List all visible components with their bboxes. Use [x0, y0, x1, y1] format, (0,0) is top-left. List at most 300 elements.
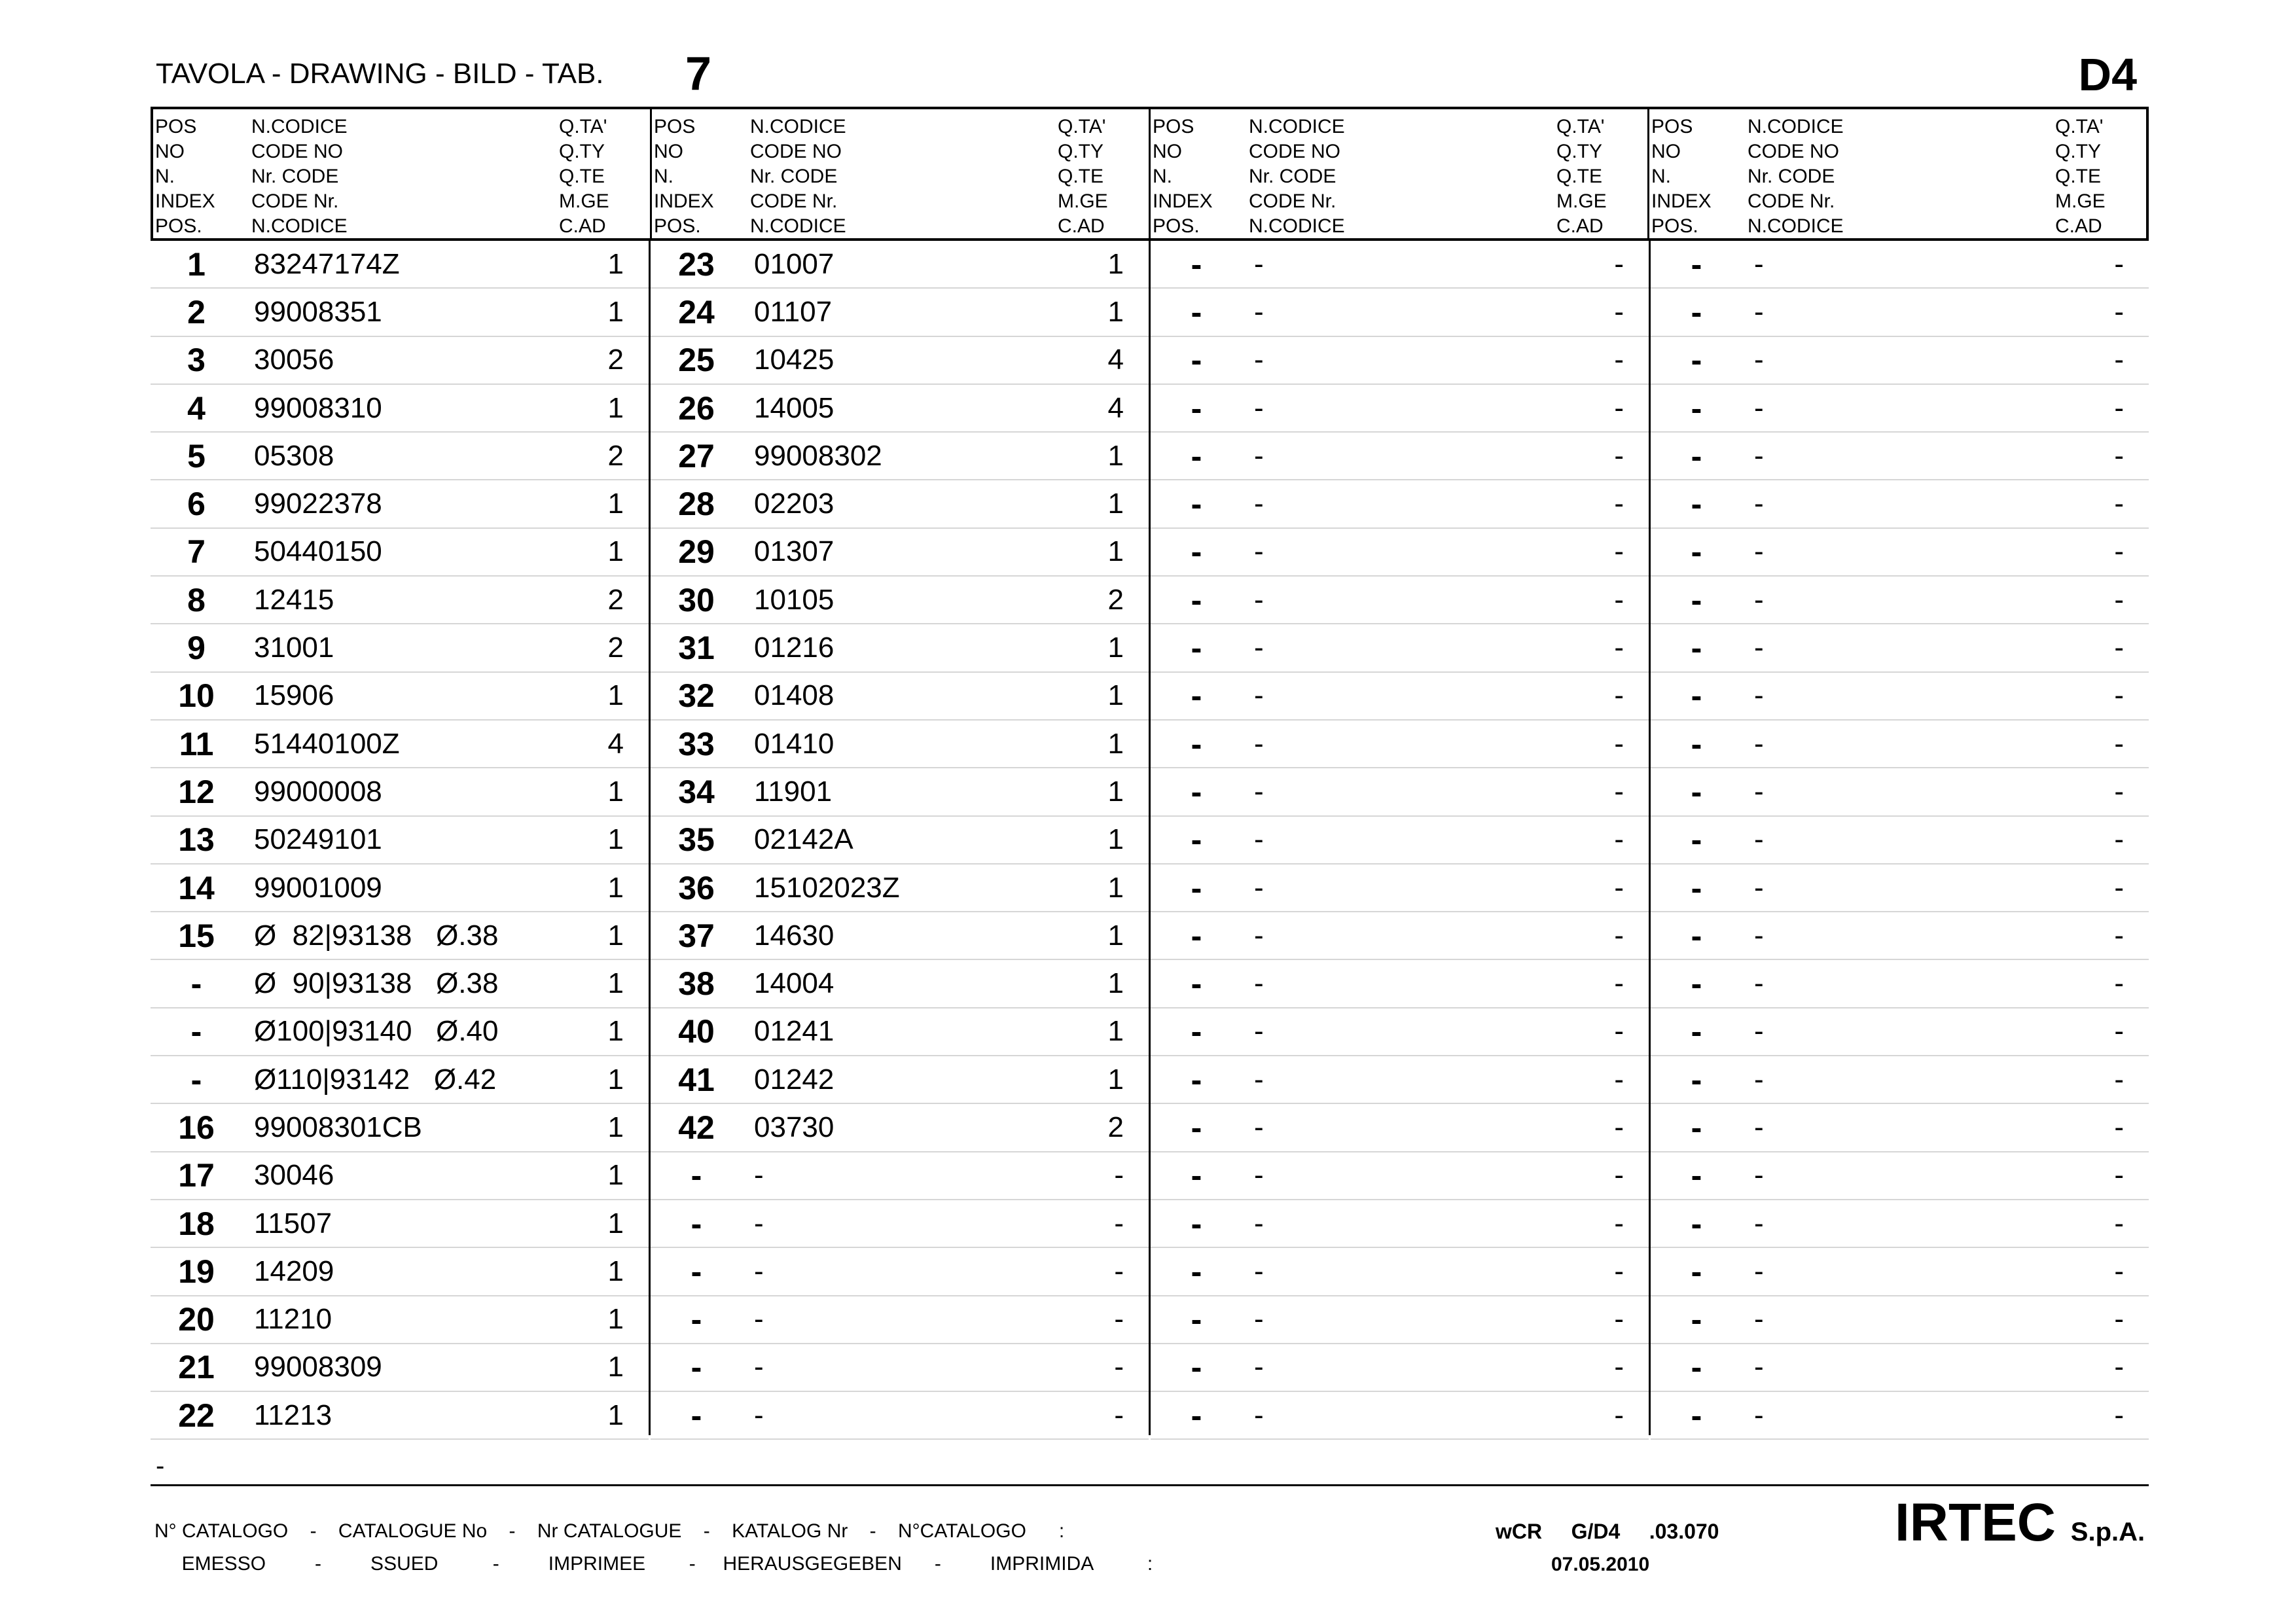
pos-cell: 19	[178, 1253, 215, 1290]
pos-cell: 23	[678, 245, 715, 283]
qty-cell: -	[2114, 1303, 2124, 1336]
table-row	[1151, 721, 1649, 768]
header-qty: Q.TA' Q.TY Q.TE M.GE C.AD	[1058, 116, 1108, 237]
qty-cell: -	[2114, 1399, 2124, 1431]
table-row	[1651, 480, 2149, 528]
qty-cell: 1	[1107, 727, 1124, 760]
code-cell: -	[1254, 727, 1264, 760]
table-row	[151, 241, 649, 289]
pos-cell: -	[190, 1061, 202, 1098]
qty-cell: 1	[1107, 775, 1124, 808]
code-cell: 01241	[754, 1015, 834, 1048]
qty-cell: -	[1614, 823, 1624, 856]
code-cell: -	[1754, 439, 1764, 472]
qty-cell: 1	[607, 391, 624, 424]
table-row	[1151, 529, 1649, 577]
qty-cell: -	[1614, 439, 1624, 472]
qty-cell: 1	[607, 1015, 624, 1048]
qty-cell: -	[2114, 1015, 2124, 1048]
code-cell: -	[1254, 583, 1264, 616]
pos-cell: -	[1191, 917, 1202, 954]
pos-cell: -	[691, 1349, 702, 1386]
pos-cell: 41	[678, 1061, 715, 1098]
qty-cell: 1	[1107, 1063, 1124, 1096]
pos-cell: 31	[678, 630, 715, 667]
qty-cell: -	[1614, 535, 1624, 568]
pos-cell: 28	[678, 486, 715, 523]
table-row	[651, 433, 1149, 480]
pos-cell: -	[1691, 725, 1702, 762]
qty-cell: -	[1614, 727, 1624, 760]
qty-cell: 2	[607, 344, 624, 376]
pos-cell: -	[1191, 1397, 1202, 1434]
header-qty: Q.TA' Q.TY Q.TE M.GE C.AD	[559, 116, 609, 237]
parts-table	[151, 107, 2149, 1435]
qty-cell: 1	[1107, 1015, 1124, 1048]
table-row	[151, 385, 649, 433]
code-cell: -	[1254, 1207, 1264, 1240]
table-row	[151, 912, 649, 960]
pos-cell: -	[1691, 1349, 1702, 1386]
pos-cell: 13	[178, 821, 215, 859]
pos-cell: -	[1191, 437, 1202, 474]
qty-cell: 4	[1107, 344, 1124, 376]
qty-cell: -	[2114, 295, 2124, 328]
table-row	[1151, 1104, 1649, 1152]
issue-date: 07.05.2010	[1551, 1554, 1650, 1575]
qty-cell: 1	[1107, 967, 1124, 1000]
pos-cell: -	[691, 1157, 702, 1194]
table-row	[1651, 624, 2149, 672]
pos-cell: -	[1691, 965, 1702, 1003]
catalogue-label: N° CATALOGO - CATALOGUE No - Nr CATALOGUE - KATALOG Nr - N°CATALOGO :	[154, 1520, 1065, 1542]
table-number: 7	[685, 48, 712, 100]
pos-cell: -	[691, 1301, 702, 1338]
pos-cell: 38	[678, 965, 715, 1003]
table-row	[1651, 577, 2149, 624]
code-cell: 11210	[254, 1303, 332, 1336]
qty-cell: -	[2114, 727, 2124, 760]
pos-cell: -	[1691, 1301, 1702, 1338]
header-block	[153, 109, 650, 238]
code-cell: -	[1754, 1255, 1764, 1287]
qty-cell: 1	[607, 1351, 624, 1383]
header-pos: POS NO N. INDEX POS.	[1153, 116, 1213, 237]
header-pos: POS NO N. INDEX POS.	[1651, 116, 1712, 237]
qty-cell: 2	[1107, 1111, 1124, 1143]
qty-cell: -	[2114, 1351, 2124, 1383]
header-code: N.CODICE CODE NO Nr. CODE CODE Nr. N.CODICE	[1249, 116, 1345, 237]
table-row	[1151, 624, 1649, 672]
pos-cell: 15	[178, 917, 215, 954]
code-cell: -	[1254, 1063, 1264, 1096]
qty-cell: -	[1114, 1207, 1124, 1240]
footer-divider	[151, 1484, 2149, 1486]
qty-cell: -	[2114, 823, 2124, 856]
table-row	[651, 624, 1149, 672]
header-block	[1647, 109, 2146, 238]
code-cell: 01007	[754, 247, 834, 280]
qty-cell: 1	[1107, 247, 1124, 280]
qty-cell: 1	[607, 919, 624, 952]
qty-cell: -	[2114, 583, 2124, 616]
code-cell: -	[1754, 1063, 1764, 1096]
pos-cell: 22	[178, 1397, 215, 1434]
code-cell: Ø100|93140 Ø.40	[254, 1015, 499, 1048]
pos-cell: 10	[178, 677, 215, 715]
code-cell: 99022378	[254, 488, 382, 520]
table-row	[151, 865, 649, 912]
code-cell: -	[754, 1255, 764, 1287]
code-cell: 14005	[754, 391, 834, 424]
code-cell: -	[1254, 823, 1264, 856]
pos-cell: -	[1191, 1109, 1202, 1146]
code-cell: 14004	[754, 967, 834, 1000]
code-cell: -	[1254, 488, 1264, 520]
pos-cell: 14	[178, 869, 215, 906]
pos-cell: -	[1191, 869, 1202, 906]
header-code: N.CODICE CODE NO Nr. CODE CODE Nr. N.CODICE	[251, 116, 348, 237]
code-cell: -	[1254, 871, 1264, 904]
table-row	[651, 721, 1149, 768]
company-logo	[1895, 1492, 2145, 1554]
pos-cell: -	[1691, 821, 1702, 859]
code-cell: 11901	[754, 775, 833, 808]
qty-cell: 1	[607, 823, 624, 856]
qty-cell: -	[2114, 488, 2124, 520]
qty-cell: -	[1614, 679, 1624, 712]
pos-cell: -	[1191, 245, 1202, 283]
pos-cell: 9	[187, 630, 206, 667]
code-cell: 99008309	[254, 1351, 382, 1383]
code-cell: 14209	[254, 1255, 334, 1287]
code-cell: -	[1254, 775, 1264, 808]
code-cell: 99001009	[254, 871, 382, 904]
table-row	[1651, 385, 2149, 433]
pos-cell: 8	[187, 581, 206, 618]
code-cell: -	[1254, 344, 1264, 376]
pos-cell: -	[1191, 1301, 1202, 1338]
table-row	[1651, 433, 2149, 480]
qty-cell: -	[2114, 1207, 2124, 1240]
table-row	[1651, 241, 2149, 289]
pos-cell: -	[1191, 1061, 1202, 1098]
table-row	[1651, 1152, 2149, 1200]
table-row	[1651, 289, 2149, 336]
qty-cell: -	[2114, 871, 2124, 904]
table-row	[1151, 480, 1649, 528]
pos-cell: -	[1191, 1157, 1202, 1194]
qty-cell: -	[2114, 632, 2124, 664]
table-row	[151, 289, 649, 336]
code-cell: 01408	[754, 679, 834, 712]
code-cell: -	[1254, 1111, 1264, 1143]
header-block	[1149, 109, 1647, 238]
code-cell: 99000008	[254, 775, 382, 808]
qty-cell: -	[1614, 871, 1624, 904]
code-cell: 01216	[754, 632, 834, 664]
table-row	[1651, 1104, 2149, 1152]
table-row	[151, 1104, 649, 1152]
pos-cell: -	[691, 1205, 702, 1242]
code-cell: 01410	[754, 727, 834, 760]
table-row	[1651, 1008, 2149, 1056]
pos-cell: -	[1691, 293, 1702, 330]
qty-cell: 2	[607, 583, 624, 616]
table-row	[1151, 289, 1649, 336]
table-row	[1151, 1056, 1649, 1104]
table-row	[651, 817, 1149, 865]
pos-cell: 12	[178, 773, 215, 810]
table-row	[151, 673, 649, 721]
qty-cell: -	[1614, 1063, 1624, 1096]
pos-cell: 32	[678, 677, 715, 715]
code-cell: -	[1254, 1399, 1264, 1431]
header-pos: POS NO N. INDEX POS.	[155, 116, 215, 237]
pos-cell: -	[1191, 677, 1202, 715]
table-row	[1651, 1200, 2149, 1248]
pos-cell: -	[1691, 342, 1702, 379]
header-block	[650, 109, 1149, 238]
table-row	[1151, 385, 1649, 433]
table-row	[151, 1152, 649, 1200]
table-row	[1151, 577, 1649, 624]
table-row	[151, 768, 649, 816]
table-row	[1151, 241, 1649, 289]
pos-cell: -	[691, 1253, 702, 1290]
header-code: N.CODICE CODE NO Nr. CODE CODE Nr. N.CODICE	[750, 116, 846, 237]
code-cell: 83247174Z	[254, 247, 400, 280]
qty-cell: -	[1114, 1159, 1124, 1192]
pos-cell: 42	[678, 1109, 715, 1146]
pos-cell: -	[1191, 581, 1202, 618]
code-cell: -	[1754, 583, 1764, 616]
pos-cell: 35	[678, 821, 715, 859]
table-row	[151, 529, 649, 577]
table-row	[651, 912, 1149, 960]
table-row	[651, 529, 1149, 577]
qty-cell: -	[1114, 1255, 1124, 1287]
qty-cell: -	[2114, 1255, 2124, 1287]
qty-cell: -	[1614, 344, 1624, 376]
code-cell: 02203	[754, 488, 834, 520]
catalogue-reference: wCR G/D4 .03.070	[1496, 1520, 1719, 1543]
code-cell: -	[1754, 344, 1764, 376]
code-cell: Ø110|93142 Ø.42	[254, 1063, 497, 1096]
qty-cell: 1	[1107, 535, 1124, 568]
qty-cell: -	[1614, 967, 1624, 1000]
table-row	[651, 1152, 1149, 1200]
qty-cell: -	[1614, 583, 1624, 616]
qty-cell: 4	[1107, 391, 1124, 424]
qty-cell: -	[1614, 295, 1624, 328]
table-row	[651, 241, 1149, 289]
table-row	[1651, 1344, 2149, 1392]
table-row	[651, 1248, 1149, 1296]
code-cell: 11213	[254, 1399, 332, 1431]
pos-cell: 34	[678, 773, 715, 810]
pos-cell: 25	[678, 342, 715, 379]
code-cell: -	[1254, 535, 1264, 568]
pos-cell: -	[1191, 342, 1202, 379]
code-cell: 15102023Z	[754, 871, 900, 904]
code-cell: Ø 82|93138 Ø.38	[254, 919, 499, 952]
pos-cell: -	[1691, 581, 1702, 618]
pos-cell: -	[190, 965, 202, 1003]
code-cell: 01107	[754, 295, 833, 328]
pos-cell: -	[1191, 821, 1202, 859]
code-cell: 14630	[754, 919, 834, 952]
qty-cell: 1	[607, 1063, 624, 1096]
code-cell: 15906	[254, 679, 334, 712]
table-row	[651, 960, 1149, 1008]
code-cell: -	[1254, 295, 1264, 328]
code-cell: -	[1754, 1207, 1764, 1240]
pos-cell: 3	[187, 342, 206, 379]
qty-cell: 1	[607, 871, 624, 904]
table-row	[1651, 912, 2149, 960]
qty-cell: 1	[1107, 679, 1124, 712]
table-row	[1651, 721, 2149, 768]
code-cell: -	[1254, 1255, 1264, 1287]
qty-cell: -	[1614, 391, 1624, 424]
qty-cell: 1	[607, 247, 624, 280]
code-cell: -	[754, 1303, 764, 1336]
pos-cell: -	[1691, 1397, 1702, 1434]
table-row	[1651, 1296, 2149, 1344]
pos-cell: -	[1691, 1205, 1702, 1242]
code-cell: 30056	[254, 344, 334, 376]
qty-cell: -	[2114, 775, 2124, 808]
qty-cell: 1	[1107, 488, 1124, 520]
qty-cell: 1	[607, 1111, 624, 1143]
code-cell: -	[1754, 391, 1764, 424]
pos-cell: 11	[179, 725, 214, 762]
pos-cell: -	[1191, 1013, 1202, 1050]
table-row	[651, 1056, 1149, 1104]
table-row	[151, 1392, 649, 1440]
pos-cell: -	[1191, 293, 1202, 330]
table-row	[1651, 960, 2149, 1008]
table-row	[1151, 337, 1649, 385]
qty-cell: -	[1614, 1399, 1624, 1431]
table-row	[151, 1008, 649, 1056]
table-row	[1651, 337, 2149, 385]
code-cell: -	[1254, 919, 1264, 952]
header-code: N.CODICE CODE NO Nr. CODE CODE Nr. N.CODICE	[1748, 116, 1844, 237]
code-cell: -	[1754, 1303, 1764, 1336]
code-cell: -	[1254, 632, 1264, 664]
table-column	[1149, 241, 1649, 1435]
qty-cell: 1	[607, 1399, 624, 1431]
pos-cell: -	[1691, 533, 1702, 571]
pos-cell: 21	[178, 1349, 215, 1386]
code-cell: -	[1254, 679, 1264, 712]
header-qty: Q.TA' Q.TY Q.TE M.GE C.AD	[2055, 116, 2106, 237]
qty-cell: 1	[607, 1303, 624, 1336]
pos-cell: 20	[178, 1301, 215, 1338]
table-row	[1151, 1200, 1649, 1248]
table-row	[151, 480, 649, 528]
pos-cell: -	[1691, 1109, 1702, 1146]
pos-cell: -	[1691, 1061, 1702, 1098]
pos-cell: -	[1691, 1253, 1702, 1290]
code-cell: 99008351	[254, 295, 382, 328]
header-qty: Q.TA' Q.TY Q.TE M.GE C.AD	[1556, 116, 1607, 237]
code-cell: -	[1754, 1399, 1764, 1431]
pos-cell: -	[1191, 1205, 1202, 1242]
qty-cell: -	[2114, 391, 2124, 424]
table-row	[651, 385, 1149, 433]
qty-cell: 1	[607, 535, 624, 568]
code-cell: -	[1754, 775, 1764, 808]
code-cell: 01242	[754, 1063, 834, 1096]
code-cell: -	[754, 1159, 764, 1192]
code-cell: 50249101	[254, 823, 382, 856]
pos-cell: 2	[187, 293, 206, 330]
qty-cell: 1	[607, 1255, 624, 1287]
table-row	[1151, 673, 1649, 721]
qty-cell: -	[2114, 1063, 2124, 1096]
pos-cell: 33	[678, 725, 715, 762]
code-cell: 51440100Z	[254, 727, 400, 760]
table-row	[1151, 865, 1649, 912]
table-column	[151, 241, 649, 1435]
code-cell: -	[1754, 823, 1764, 856]
code-cell: -	[1754, 967, 1764, 1000]
pos-cell: -	[1191, 486, 1202, 523]
drawing-code: D4	[2078, 49, 2137, 100]
code-cell: -	[1754, 295, 1764, 328]
table-row	[651, 1008, 1149, 1056]
pos-cell: -	[1691, 630, 1702, 667]
pos-cell: 17	[178, 1157, 215, 1194]
qty-cell: -	[2114, 679, 2124, 712]
table-row	[151, 721, 649, 768]
pos-cell: -	[1191, 630, 1202, 667]
qty-cell: 1	[1107, 295, 1124, 328]
table-row	[151, 624, 649, 672]
table-row	[1151, 1344, 1649, 1392]
table-row	[651, 480, 1149, 528]
table-row	[1651, 1248, 2149, 1296]
qty-cell: 1	[607, 679, 624, 712]
table-row	[651, 1392, 1149, 1440]
table-column	[1649, 241, 2149, 1435]
pos-cell: 7	[187, 533, 206, 571]
table-row	[651, 768, 1149, 816]
code-cell: 12415	[254, 583, 334, 616]
table-row	[651, 673, 1149, 721]
table-row	[651, 1344, 1149, 1392]
code-cell: 10105	[754, 583, 834, 616]
code-cell: -	[754, 1207, 764, 1240]
pos-cell: 4	[187, 389, 206, 427]
code-cell: -	[1254, 391, 1264, 424]
code-cell: 99008302	[754, 439, 882, 472]
qty-cell: -	[2114, 344, 2124, 376]
table-row	[651, 1296, 1149, 1344]
code-cell: -	[1754, 919, 1764, 952]
pos-cell: 16	[178, 1109, 215, 1146]
code-cell: -	[1754, 632, 1764, 664]
table-row	[651, 577, 1149, 624]
pos-cell: 26	[678, 389, 715, 427]
pos-cell: -	[1691, 389, 1702, 427]
header-pos: POS NO N. INDEX POS.	[654, 116, 714, 237]
code-cell: 50440150	[254, 535, 382, 568]
qty-cell: -	[1614, 1015, 1624, 1048]
